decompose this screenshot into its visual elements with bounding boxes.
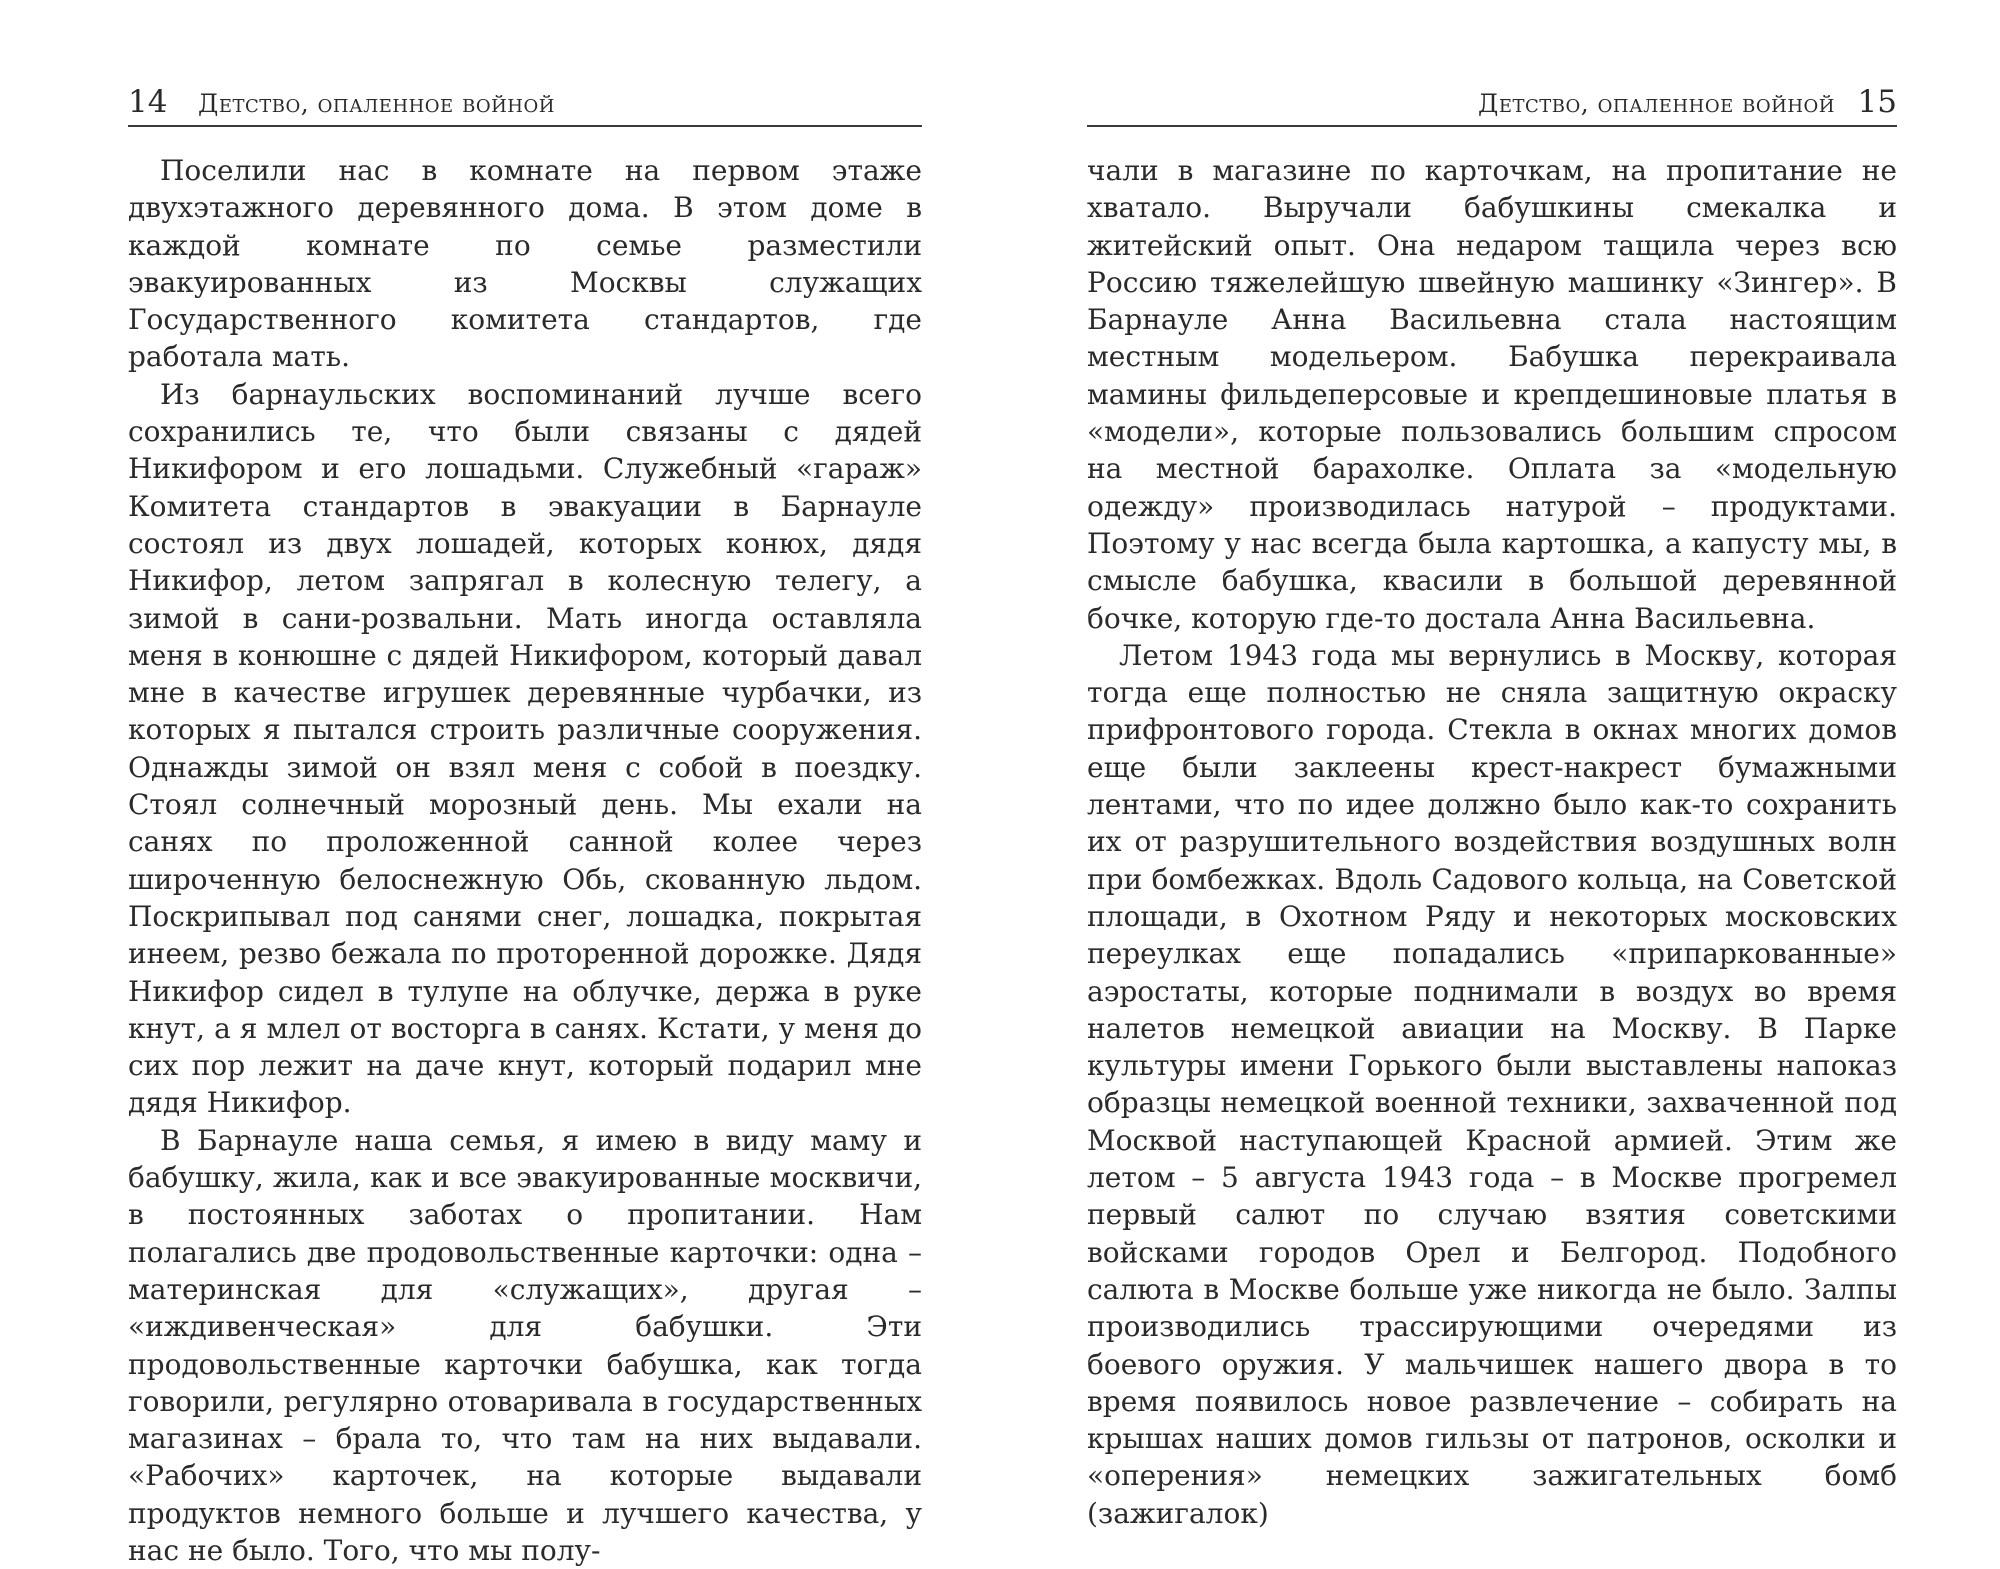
paragraph: Из барнаульских воспоминаний лучше всего сохранились те, что были связаны с дядей Никифором и его лошадьми. Служебный «гараж» Комитета стандартов в эвакуации в Барнауле состоял из двух лошадей, которых конюх, дядя Никифор, летом запрягал в колесную телегу, а зимой в сани-розвальни. Мать иногда оставляла меня в конюшне с дядей Никифором, который давал мне в качестве игрушек деревянные чурбачки, из которых я пытался строить различные сооружения. Однажды зимой он взял меня с собой в поездку. Стоял солнечный морозный день. Мы ехали на санях по проложенной санной колее через широченную белоснежную Обь, скованную льдом. Поскрипывал под санями снег, лошадка, покрытая инеем, резво бежала по проторенной дорожке. Дядя Никифор сидел в тулупе на облучке, держа в руке кнут, а я млел от восторга в санях. Кстати, у меня до сих пор лежит на даче кнут, который подарил мне дядя Никифор.	[128, 377, 922, 1120]
running-head	[1087, 84, 1897, 124]
paragraph: Летом 1943 года мы вернулись в Москву, которая тогда еще полностью не сняла защитную окраску прифронтового города. Стекла в окнах многих домов еще были заклеены крест-накрест бумажными лентами, что по идее должно было как-то сохранить их от разрушительного воздействия воздушных волн при бомбежках. Вдоль Садового кольца, на Советской площади, в Охотном Ряду и некоторых московских переулках еще попадались «припаркованные» аэростаты, которые поднимали в воздух во время налетов немецкой авиации на Москву. В Парке культуры имени Горького были выставлены напоказ образцы немецкой военной техники, захваченной под Москвой наступающей Красной армией. Этим же летом – 5 августа 1943 года – в Москве прогремел первый салют по случаю взятия советскими войсками городов Орел и Белгород. Подобного салюта в Москве больше уже никогда не было. Залпы производились трассирующими очередями из боевого оружия. У мальчишек нашего двора в то время появилось новое развлечение – собирать на крышах наших домов гильзы от патронов, осколки и «оперения» немецких зажигательных бомб (зажигалок)	[1087, 638, 1897, 1530]
page-number: 15	[1857, 84, 1897, 120]
right-page	[1087, 0, 1897, 1530]
body-text	[128, 152, 922, 1569]
body-text	[1087, 152, 1897, 1532]
paragraph: Поселили нас в комнате на первом этаже двухэтажного деревянного дома. В этом доме в каждой комнате по семье разместили эвакуированных из Москвы служащих Государственного комитета стандартов, где работала мать.	[128, 154, 922, 374]
running-title: Детство, опаленное войной	[198, 89, 555, 118]
running-title: Детство, опаленное войной	[1478, 89, 1835, 118]
left-page	[128, 0, 922, 1567]
paragraph: В Барнауле наша семья, я имею в виду маму и бабушку, жила, как и все эвакуированные москвичи, в постоянных заботах о пропитании. Нам полагались две продовольственные карточки: одна – материнская для «служащих», другая – «иждивенческая» для бабушки. Эти продовольственные карточки бабушка, как тогда говорили, регулярно отоваривала в государственных магазинах – брала то, что там на них выдавали. «Рабочих» карточек, на которые выдавали продуктов немного больше и лучшего качества, у нас не было. Того, что мы полу-	[128, 1123, 922, 1567]
paragraph-continuation: чали в магазине по карточкам, на пропитание не хватало. Выручали бабушкины смекалка и житейский опыт. Она недаром тащила через всю Россию тяжелейшую швейную машинку «Зингер». В Барнауле Анна Васильевна стала настоящим местным модельером. Бабушка перекраивала мамины фильдеперсовые и крепдешиновые платья в «модели», которые пользовались большим спросом на местной барахолке. Оплата за «модельную одежду» производилась натурой – продуктами. Поэтому у нас всегда была картошка, а капусту мы, в смысле бабушка, квасили в большой деревянной бочке, которую где-то достала Анна Васильевна.	[1087, 154, 1897, 635]
page-number: 14	[128, 84, 168, 120]
header-rule	[1087, 125, 1897, 127]
running-head	[128, 84, 922, 124]
header-rule	[128, 125, 922, 127]
